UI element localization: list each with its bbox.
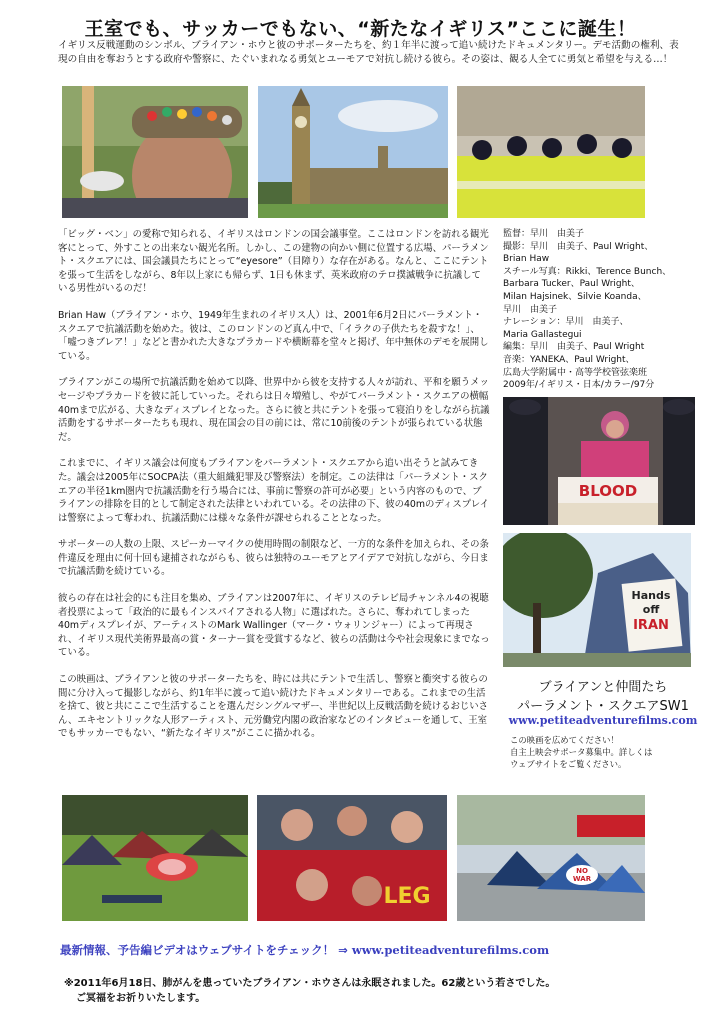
website-cta xyxy=(60,942,680,958)
no-war-text-line1: NO xyxy=(576,867,588,875)
website-link[interactable]: www.petiteadventurefilms.com xyxy=(508,714,698,727)
promo-line: この映画を広めてください！ xyxy=(510,735,619,745)
credit-line: 編集：早川 由美子、Paul Wright xyxy=(503,342,645,353)
article-body xyxy=(58,228,490,754)
credit-line: Maria Gallastegui xyxy=(503,329,582,340)
body-paragraph: Brian Haw（ブライアン・ホウ、1949年生まれのイギリス人）は、2001年6月2日にパーラメント・スクエアで抗議活動を始めた。彼は、このロンドンのど真ん中で、「イラクの子供たちを殺すな！」、「嘘つきブレア！」などと書かれた大きなプラカードや横断幕を堂々と掲げ、年中無休のデモを展開している。 xyxy=(58,309,489,362)
film-credits xyxy=(503,228,703,392)
body-paragraph: 「ビッグ・ベン」の愛称で知られる、イギリスはロンドンの国会議事堂。ここはロンドンを訪れる観光客にとって、外すことの出来ない観光名所。しかし、この建物の向かい側に位置する広場、パーラメント・スクエアには、国会議員たちにとって“eyesore”（目障り）な存在がある。なんと、ここにテントを張って生活をしながら、8年以上家にも帰らず、1日も休まず、英米政府のテロ撲滅戦争に抗議している男性がいるのだ！ xyxy=(58,229,489,295)
body-paragraph: ブライアンがこの場所で抗議活動を始めて以降、世界中から彼を支持する人々が訪れ、平和を願うメッセージやプラカードを彼に託していった。それらは日々増殖し、やがてパーラメント・スクエアの横幅40mまで広がる、大きなディスプレイとなった。さらに彼と共にテントを張って寝泊りをしながら抗議活動をするサポーターたちも現れ、現在国会の目の前には、常に10前後のテントが張られている状態だ。 xyxy=(58,377,490,443)
photo-caption xyxy=(503,678,703,716)
headline: 王室でも、サッカーでもない、“新たなイギリス”ここに誕生！ xyxy=(84,18,637,40)
photo-hands-off-iran xyxy=(503,533,691,667)
photo-protest-crowd xyxy=(257,795,447,921)
credit-line: Barbara Tucker、Paul Wright、 xyxy=(503,279,640,290)
cta-url-link[interactable]: www.petiteadventurefilms.com xyxy=(351,943,550,957)
promo-text xyxy=(510,734,705,770)
photo-tents-no-war xyxy=(457,795,645,921)
credit-line: 撮影：早川 由美子、Paul Wright、 xyxy=(503,241,654,252)
credit-line: Brian Haw xyxy=(503,254,550,265)
photo-big-ben xyxy=(258,86,448,218)
credit-line: スチール写真：Rikki、Terence Bunch、 xyxy=(503,266,672,277)
memorial-line: ※2011年6月18日、肺がんを患っていたブライアン・ホウさんは永眠されました。62歳という若さでした。 xyxy=(64,978,556,989)
credit-line: 広島大学附属中・高等学校管弦楽班 xyxy=(503,367,648,378)
photo-tents-on-grass xyxy=(62,795,248,921)
photo-police-line xyxy=(457,86,645,218)
body-paragraph: この映画は、ブライアンと彼のサポーターたちを、時には共にテントで生活し、警察と衝突する彼らの間に分け入って撮影しながら、約1年半に渡って追い続けたドキュメンタリーである。これまでの生活を捨て、彼と共にここで生活することを選んだシングルマザー、半世紀以上反戦活動を続けるおじいさん、エキセントリックな人形アーティスト、元労働党内閣の政治家などのインタビューを通して、王室でもサッカーでもない、“新たなイギリス”がここに描かれる。 xyxy=(58,674,488,740)
blood-placard-text: BLOOD xyxy=(578,482,638,500)
credit-line: 早川 由美子 xyxy=(503,304,558,315)
body-paragraph: 彼らの存在は社会的にも注目を集め、ブライアンは2007年に、イギリスのテレビ局チャンネル4の視聴者投票によって「政治的に最もインスパイアされる人物」に選ばれた。さらに、奪われてしまった40mディスプレイが、アーティストのMark Wallinger（マーク・ウォリンジャー）によって再現され、イギリス現代美術界最高の賞・ターナー賞を受賞するなど、彼らの活動は今や社会現象にまでなっている。 xyxy=(58,593,490,659)
photo-blood-placard xyxy=(503,397,695,525)
hands-off-sign-line1: Hands xyxy=(631,589,671,602)
memorial-line: ご冥福をお祈りいたします。 xyxy=(76,993,206,1004)
credit-line: Milan Hajsinek、Silvie Koanda、 xyxy=(503,291,647,302)
cta-text: 最新情報、予告編ビデオはウェブサイトをチェック！ ⇒ xyxy=(60,943,352,957)
body-paragraph: これまでに、イギリス議会は何度もブライアンをパーラメント・スクエアから追い出そうと試みてきた。議会は2005年にSOCPA法（重大組織犯罪及び警察法）を制定。この法律は「パーラメント・スクエアの半径1km圏内で抗議活動を行う場合には、事前に警察の許可が必要」という内容のもので、ブライアンの排除を目的として制定された法律といわれている。その法律の下、彼の40mのディスプレイは警察によって奪われ、抗議活動には様々な条件が課せられることとなった。 xyxy=(58,458,490,524)
caption-line: ブライアンと仲間たち xyxy=(538,680,668,695)
photo-brian-haw-portrait xyxy=(62,86,248,218)
memorial-note xyxy=(64,976,684,1006)
credit-line: 2009年/イギリス・日本/カラー/97分 xyxy=(503,380,655,391)
body-paragraph: サポーターの人数の上限、スピーカーマイクの使用時間の制限など、一方的な条件を加えられ、その条件違反を理由に何十回も逮捕されながらも、彼らは独特のユーモアとアイデアで対抗しながら、今日まで抗議活動を続けている。 xyxy=(58,539,489,578)
caption-line: パーラメント・スクエアSW1 xyxy=(517,699,689,714)
hands-off-sign-line2: off xyxy=(642,603,660,616)
promo-line: 自主上映会サポータ募集中。詳しくは xyxy=(510,747,653,757)
credit-line: ナレーション：早川 由美子、 xyxy=(503,317,629,328)
banner-text: LEG xyxy=(383,884,431,909)
hands-off-sign-line3: IRAN xyxy=(633,618,669,633)
no-war-text-line2: WAR xyxy=(572,875,592,883)
promo-line: ウェブサイトをご覧ください。 xyxy=(510,759,627,769)
intro-text: イギリス反戦運動のシンボル、ブライアン・ホウと彼のサポーターたちを、約１年半に渡って追い続けたドキュメンタリー。デモ活動の権利、表現の自由を奪おうとする政府や警察に、たぐいまれなる勇気とユーモアで対抗し続ける彼ら。その姿は、観る人全てに勇気と希望を与える…！ xyxy=(58,40,679,65)
credit-line: 音楽：YANEKA、Paul Wright、 xyxy=(503,354,635,365)
credit-line: 監督：早川 由美子 xyxy=(503,229,585,239)
